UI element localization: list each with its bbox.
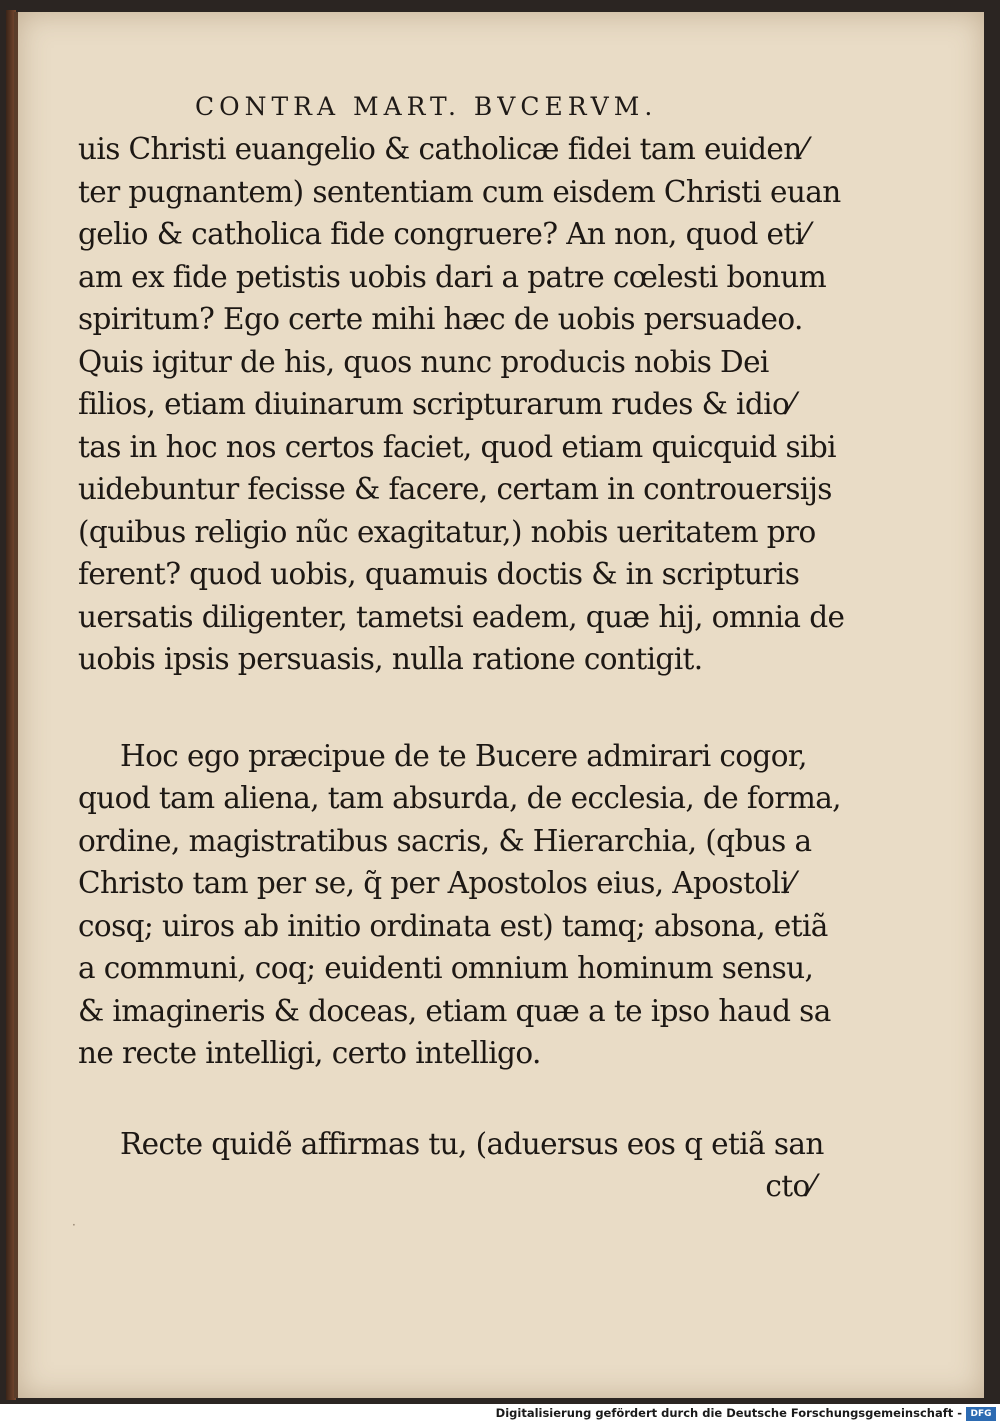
text-line: Christo tam per se, q̃ per Apostolos eius, Apostoli⁄ [78, 866, 794, 900]
text-line: & imagineris & doceas, etiam quæ a te ipso haud sa [78, 993, 831, 1028]
text-line: Recte quidẽ affirmas tu, (aduersus eos q etiã san [120, 1126, 824, 1161]
text-line: uersatis diligenter, tametsi eadem, quæ hij, omnia de [78, 599, 845, 634]
text-line: uidebuntur fecisse & facere, certam in controuersijs [78, 472, 832, 506]
page-smudge-mark: · [72, 1218, 76, 1232]
text-line: gelio & catholica fide congruere? An non, quod eti⁄ [78, 217, 808, 251]
text-line: filios, etiam diuinarum scripturarum rudes & idio⁄ [78, 387, 794, 421]
text-line: uis Christi euangelio & catholicæ fidei tam euiden⁄ [78, 132, 806, 166]
text-line: a communi, coq; euidenti omnium hominum sensu, [78, 951, 814, 985]
text-line: ferent? quod uobis, quamuis doctis & in scripturis [78, 557, 800, 591]
footer-bar [0, 1404, 1000, 1424]
text-line: am ex fide petistis uobis dari a patre cœlesti bonum [78, 259, 827, 294]
text-line: ordine, magistratibus sacris, & Hierarchia, (qbus a [78, 823, 812, 858]
body-text [78, 128, 845, 1208]
text-line: quod tam aliena, tam absurda, de ecclesia, de forma, [78, 781, 841, 815]
text-line: tas in hoc nos certos faciet, quod etiam quicquid sibi [78, 429, 836, 464]
dfg-logo: DFG [966, 1407, 996, 1421]
text-line: (quibus religio nũc exagitatur,) nobis ueritatem pro [78, 514, 816, 549]
text-line: ne recte intelligi, certo intelligo. [78, 1036, 541, 1070]
running-head: CONTRA MART. BVCERVM. [195, 92, 658, 121]
funding-credit: Digitalisierung gefördert durch die Deutsche Forschungsgemeinschaft - [495, 1406, 962, 1420]
text-line: uobis ipsis persuasis, nulla ratione contigit. [78, 642, 703, 676]
text-line: ter pugnantem) sententiam cum eisdem Christi euan [78, 174, 841, 209]
catchword: cto⁄ [765, 1169, 814, 1203]
text-line: Quis igitur de his, quos nunc producis nobis Dei [78, 344, 769, 379]
text-line: cosq; uiros ab initio ordinata est) tamq; absona, etiã [78, 908, 828, 943]
text-line: spiritum? Ego certe mihi hæc de uobis persuadeo. [78, 302, 803, 336]
text-line: Hoc ego præcipue de te Bucere admirari cogor, [120, 738, 807, 773]
paragraph-gap [78, 681, 834, 735]
paragraph-gap [78, 1075, 834, 1123]
